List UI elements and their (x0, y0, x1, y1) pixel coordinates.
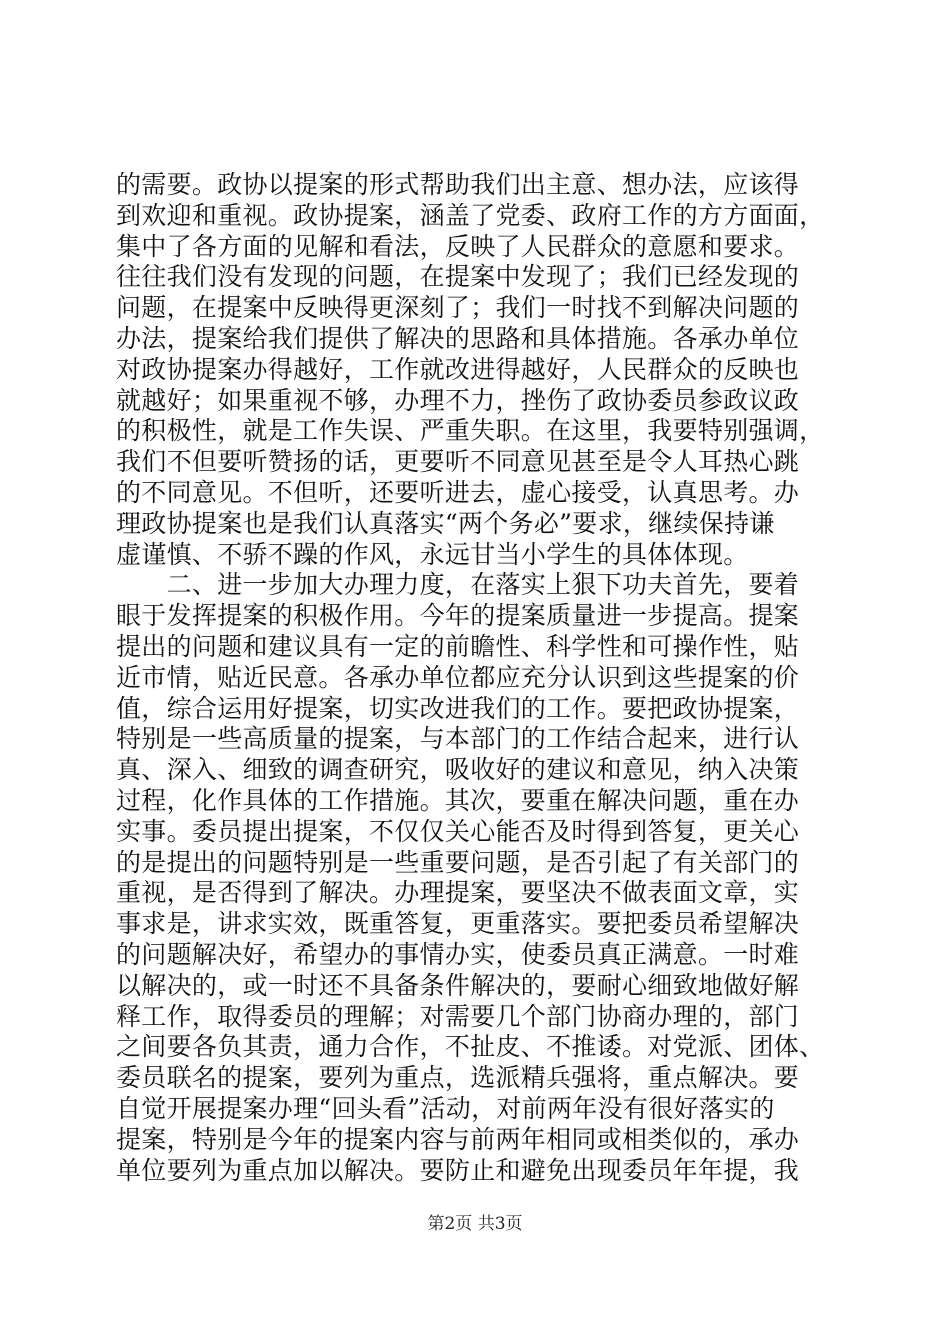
text-line: 真、深入、细致的调查研究，吸收好的建议和意见，纳入决策 (116, 755, 800, 785)
text-line: 的是提出的问题特别是一些重要问题，是否引起了有关部门的 (116, 847, 800, 877)
text-line: 虚谨慎、不骄不躁的作风，永远甘当小学生的具体体现。 (116, 539, 749, 569)
text-line: 实事。委员提出提案，不仅仅关心能否及时得到答复，更关心 (116, 816, 800, 846)
document-body (116, 170, 836, 1186)
text-line: 近市情，贴近民意。各承办单位都应充分认识到这些提案的价 (116, 662, 800, 692)
text-line: 集中了各方面的见解和看法，反映了人民群众的意愿和要求。 (116, 231, 800, 261)
text-line: 提出的问题和建议具有一定的前瞻性、科学性和可操作性，贴 (116, 631, 800, 661)
text-line: 过程，化作具体的工作措施。其次，要重在解决问题，重在办 (116, 785, 800, 815)
text-line: 对政协提案办得越好，工作就改进得越好，人民群众的反映也 (116, 354, 800, 384)
text-line: 就越好；如果重视不够，办理不力，挫伤了政协委员参政议政 (116, 385, 800, 415)
text-line: 的不同意见。不但听，还要听进去，虚心接受，认真思考。办 (116, 477, 800, 507)
text-line: 往往我们没有发现的问题，在提案中发现了；我们已经发现的 (116, 262, 800, 292)
text-line: 重视，是否得到了解决。办理提案，要坚决不做表面文章，实 (116, 878, 800, 908)
text-line: 值，综合运用好提案，切实改进我们的工作。要把政协提案， (116, 693, 800, 723)
text-line: 以解决的，或一时还不具备条件解决的，要耐心细致地做好解 (116, 970, 800, 1000)
page-number-footer: 第2页 共3页 (427, 1214, 523, 1234)
text-line: 自觉开展提案办理“回头看”活动，对前两年没有很好落实的 (116, 1093, 775, 1123)
text-line: 的积极性，就是工作失误、严重失职。在这里，我要特别强调， (116, 416, 825, 446)
text-line: 眼于发挥提案的积极作用。今年的提案质量进一步提高。提案 (116, 601, 800, 631)
text-line: 办法，提案给我们提供了解决的思路和具体措施。各承办单位 (116, 323, 800, 353)
text-line: 二、进一步加大办理力度，在落实上狠下功夫首先，要着 (116, 570, 800, 600)
text-line: 理政协提案也是我们认真落实“两个务必”要求，继续保持谦 (116, 508, 775, 538)
text-line: 之间要各负其责，通力合作，不扯皮、不推诿。对党派、团体、 (116, 1032, 825, 1062)
text-line: 特别是一些高质量的提案，与本部门的工作结合起来，进行认 (116, 724, 800, 754)
text-line: 事求是，讲求实效，既重答复，更重落实。要把委员希望解决 (116, 909, 800, 939)
text-line: 的问题解决好，希望办的事情办实，使委员真正满意。一时难 (116, 939, 800, 969)
text-line: 单位要列为重点加以解决。要防止和避免出现委员年年提，我 (116, 1155, 800, 1185)
text-line: 到欢迎和重视。政协提案，涵盖了党委、政府工作的方方面面， (116, 200, 825, 230)
text-line: 提案，特别是今年的提案内容与前两年相同或相类似的，承办 (116, 1124, 800, 1154)
text-line: 问题，在提案中反映得更深刻了；我们一时找不到解决问题的 (116, 293, 800, 323)
text-line: 委员联名的提案，要列为重点，选派精兵强将，重点解决。要 (116, 1063, 800, 1093)
text-line: 释工作，取得委员的理解；对需要几个部门协商办理的，部门 (116, 1001, 800, 1031)
text-line: 的需要。政协以提案的形式帮助我们出主意、想办法，应该得 (116, 170, 800, 199)
text-line: 我们不但要听赞扬的话，更要听不同意见甚至是令人耳热心跳 (116, 447, 800, 477)
